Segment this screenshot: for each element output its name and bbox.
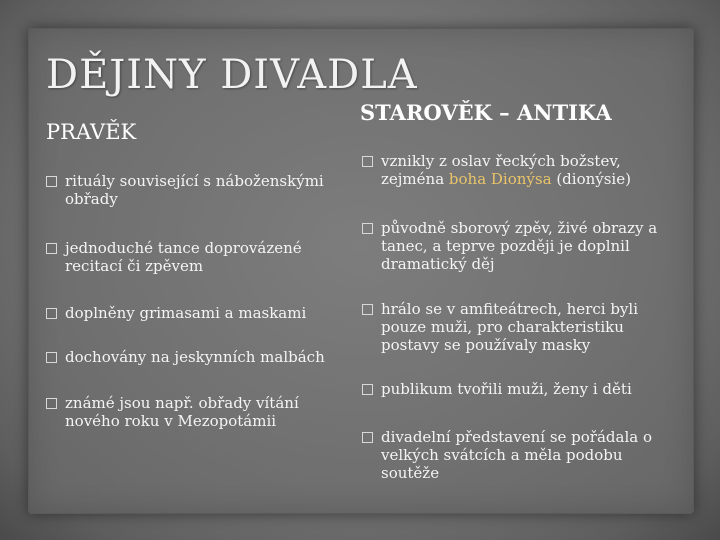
bullet-text: divadelní představení se pořádala o velkých svátcích a měla podobu soutěže [381, 428, 652, 482]
bullet-text: známé jsou např. obřady vítání nového roku v Mezopotámii [65, 394, 299, 430]
highlighted-text: boha Dionýsa [448, 170, 552, 188]
list-item [362, 300, 682, 354]
bullet-box-icon [362, 304, 373, 315]
bullet-box-icon [46, 243, 57, 254]
bullet-text: dochovány na jeskynních malbách [65, 348, 325, 366]
bullet-text: publikum tvořili muži, ženy i děti [381, 380, 632, 398]
right-column-heading: STAROVĚK – ANTIKA [360, 100, 612, 125]
bullet-box-icon [362, 156, 373, 167]
list-item [362, 428, 682, 482]
left-column-heading: PRAVĚK [46, 120, 137, 144]
list-item [362, 152, 682, 188]
bullet-text: původně sborový zpěv, živé obrazy a tanec, a teprve později je doplnil dramatický děj [381, 219, 658, 273]
bullet-box-icon [362, 384, 373, 395]
bullet-box-icon [362, 432, 373, 443]
slide-title: DĚJINY DIVADLA [46, 52, 418, 98]
bullet-text: doplněny grimasami a maskami [65, 304, 307, 322]
bullet-text: jednoduché tance doprovázené recitací či zpěvem [65, 239, 302, 275]
bullet-text: hrálo se v amfiteátrech, herci byli pouze muži, pro charakteristiku postavy se používaly masky [381, 300, 638, 354]
bullet-box-icon [362, 223, 373, 234]
list-item [46, 239, 346, 275]
bullet-text-start: vznikly z oslav řeckých božstev, zejména [381, 152, 621, 188]
bullet-text: rituály související s náboženskými obřady [65, 172, 324, 208]
bullet-text [381, 152, 682, 188]
bullet-box-icon [46, 176, 57, 187]
bullet-box-icon [46, 352, 57, 363]
list-item [362, 380, 682, 398]
list-item [46, 394, 346, 430]
list-item [46, 172, 346, 208]
list-item [46, 348, 346, 366]
list-item [362, 219, 682, 273]
bullet-text-end: (dionýsie) [551, 170, 631, 188]
bullet-box-icon [46, 308, 57, 319]
bullet-box-icon [46, 398, 57, 409]
list-item [46, 304, 346, 322]
